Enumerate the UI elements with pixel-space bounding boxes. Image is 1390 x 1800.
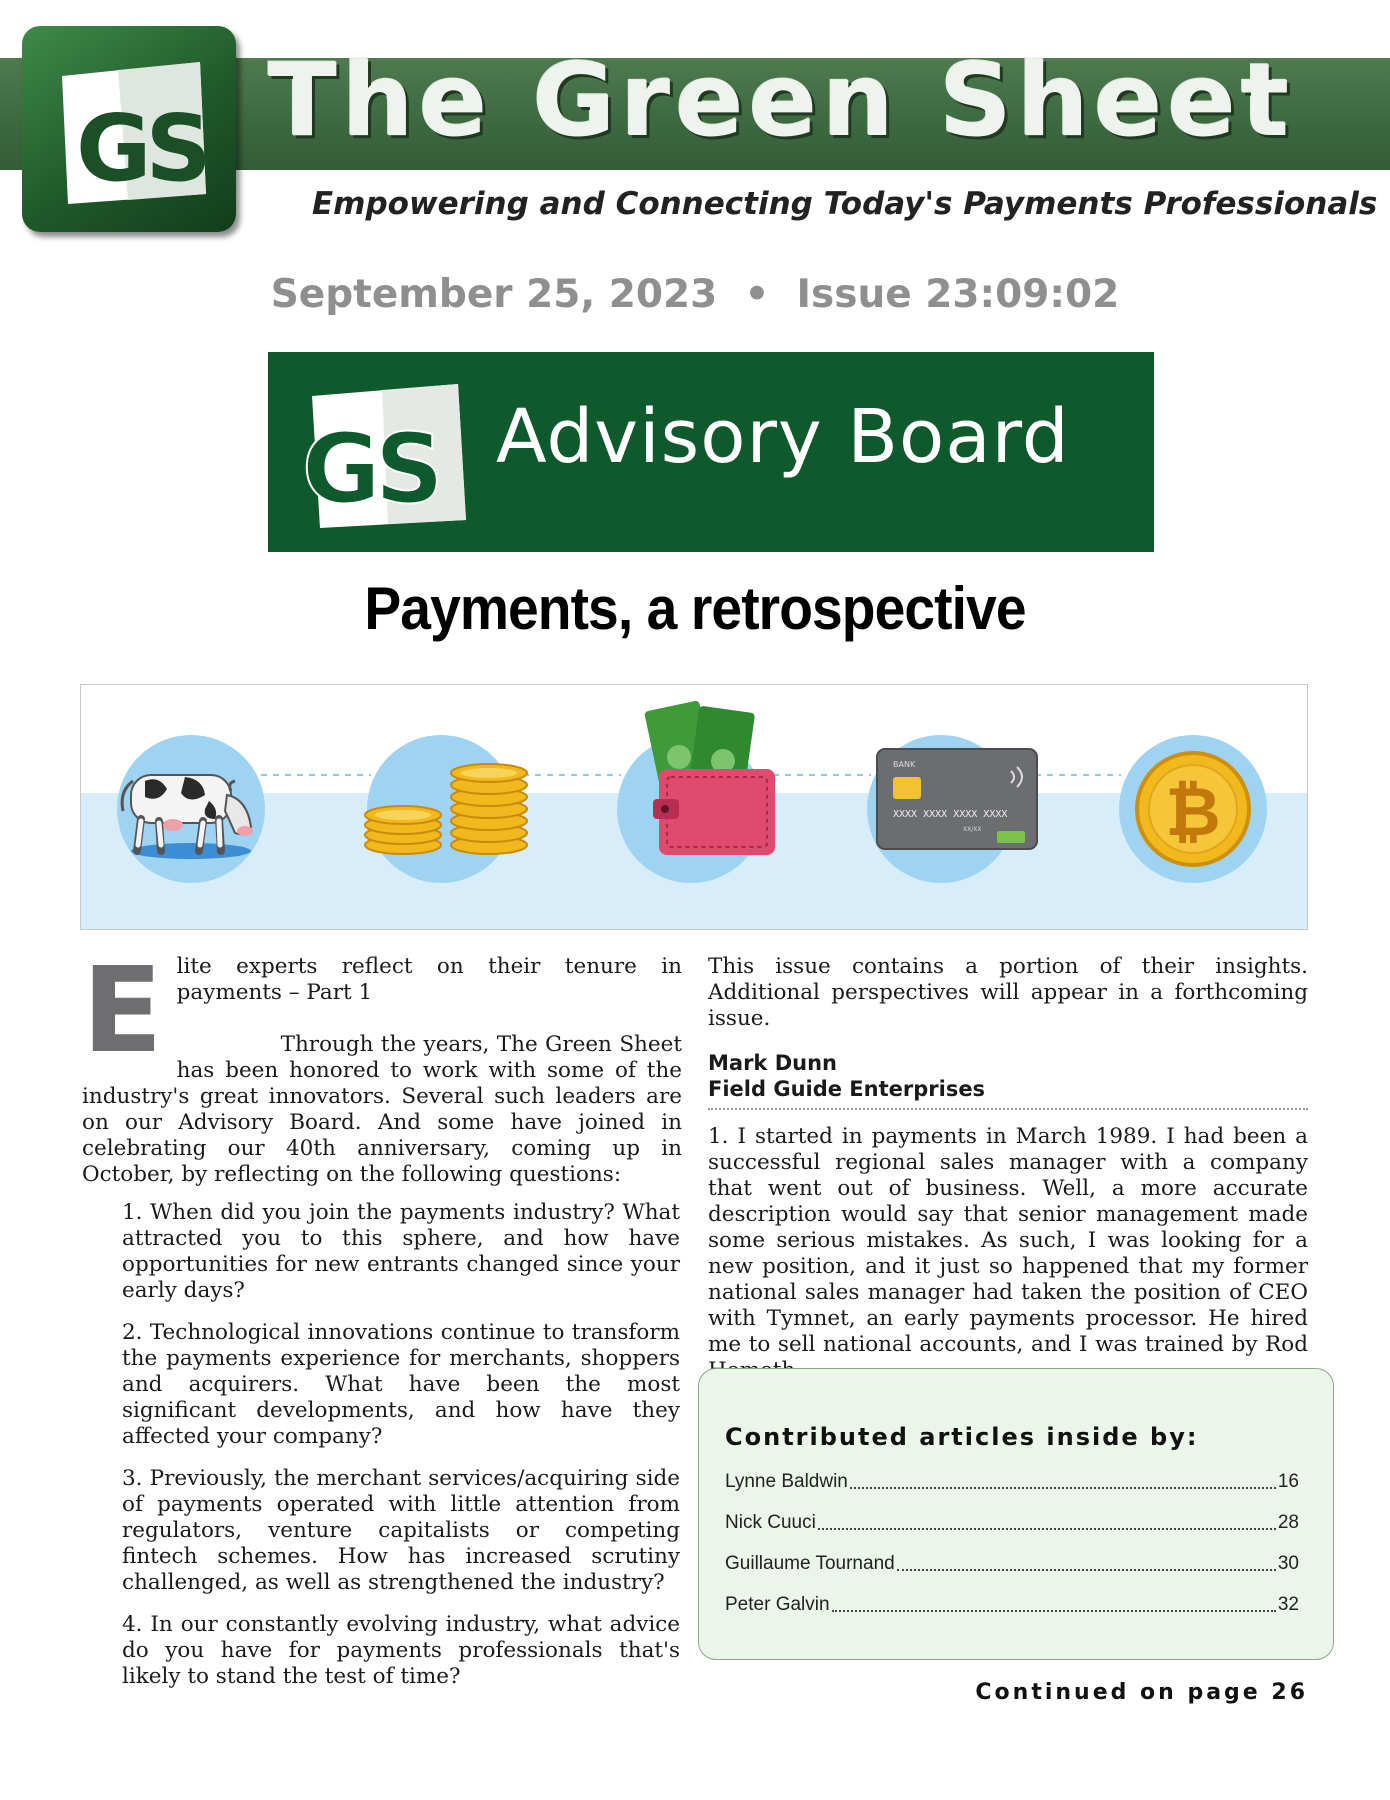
article-lead <box>82 941 682 1188</box>
toc-leader-dots <box>818 1527 1276 1530</box>
author-name: Mark Dunn <box>708 1051 837 1075</box>
toc-entry[interactable] <box>725 1594 1299 1616</box>
answer-paragraph: 1. I started in payments in March 1989. I had been a successful regional sales manager with a company that went out of business. Well, a more accurate description would say that senior management made some serious mistakes. As such, I was looking for a new position, and it just so happened that my former national sales manager had taken the position of CEO with Tymnet, an early payments processor. He hired me to sell national accounts, and I was trained by Rod <box>708 1124 1308 1357</box>
toc-entry-page: 30 <box>1277 1553 1299 1574</box>
intro-paragraph: Through the years, The Green Sheet has been honored to work with some of the industry's great innovators. Several such leaders are on our Advisory Board. And some have joined in celebrating our 40th anniversary, coming up in October, by reflecting on the following questions: <box>82 1032 682 1187</box>
contributed-articles-box <box>698 1368 1334 1660</box>
bitcoin-icon <box>1137 753 1249 865</box>
payments-evolution-illustration <box>80 684 1308 930</box>
toc-entry-name: Peter Galvin <box>725 1594 830 1615</box>
toc-entry-page: 32 <box>1277 1594 1299 1615</box>
card-number: XXXX XXXX XXXX XXXX <box>893 809 1008 820</box>
question-item: 2. Technological innovations continue to transform the payments experience for merchants, shoppers and acquirers. What have been the most significant developments, and how have they affected your company? <box>122 1320 680 1449</box>
right-intro-paragraph: This issue contains a portion of their insights. Additional perspectives will appear in a forthcoming issue. <box>708 954 1308 1031</box>
toc-leader-dots <box>850 1486 1276 1489</box>
lead-line: lite experts reflect on their tenure in payments – Part 1 <box>176 954 682 1005</box>
article-headline: Payments, a retrospective <box>364 575 1026 642</box>
question-item: 1. When did you join the payments industry? What attracted you to this sphere, and how have opportunities for new entrants changed since your early days? <box>122 1200 680 1303</box>
toc-entry-name: Nick Cuuci <box>725 1512 816 1533</box>
toc-entry-page: 16 <box>1277 1471 1299 1492</box>
gs-logo <box>22 26 236 232</box>
question-item: 4. In our constantly evolving industry, what advice do you have for payments professionals that's likely to stand the test of time? <box>122 1612 680 1689</box>
masthead-tagline: Empowering and Connecting Today's Payments Professionals <box>312 186 1378 222</box>
masthead-title: The Green Sheet <box>268 41 1295 159</box>
toc-entry[interactable] <box>725 1553 1299 1575</box>
gs-banner-logo <box>290 374 486 534</box>
advisory-board-title: Advisory Board <box>496 394 1070 480</box>
card-bank-label: BANK <box>893 760 916 769</box>
gs-logo-graphic <box>22 26 236 232</box>
question-list <box>122 1200 680 1706</box>
card-expiry: XX/XX <box>963 826 982 833</box>
credit-card-icon <box>877 749 1037 849</box>
toc-entry-name: Guillaume Tournand <box>725 1553 895 1574</box>
author-company: Field Guide Enterprises <box>708 1077 986 1101</box>
toc-entry-name: Lynne Baldwin <box>725 1471 848 1492</box>
article-right-column <box>708 954 1308 1384</box>
gs-banner-logo-text: GS <box>302 413 438 525</box>
issue-date-line: September 25, 2023 • Issue 23:09:02 <box>270 272 1120 317</box>
gs-logo-text: GS <box>76 95 206 202</box>
toc-entry[interactable] <box>725 1512 1299 1534</box>
toc-entry-page: 28 <box>1277 1512 1299 1533</box>
wallet-icon <box>644 700 775 855</box>
continued-on-page-link[interactable]: Continued on page 26 <box>975 1680 1308 1705</box>
advisory-board-banner <box>268 352 1154 552</box>
drop-cap: E <box>82 941 163 1079</box>
question-item: 3. Previously, the merchant services/acquiring side of payments operated with little attention from regulators, venture capitalists or competing fintech schemes. How has increased scrutiny challenged, as well as strengthened the industry? <box>122 1466 680 1595</box>
toc-leader-dots <box>897 1568 1276 1571</box>
author-divider <box>708 1108 1308 1110</box>
toc-leader-dots <box>832 1609 1276 1612</box>
contributed-title: Contributed articles inside by: <box>725 1423 1199 1451</box>
svg-text:₿: ₿ <box>1165 773 1221 852</box>
toc-entry[interactable] <box>725 1471 1299 1493</box>
